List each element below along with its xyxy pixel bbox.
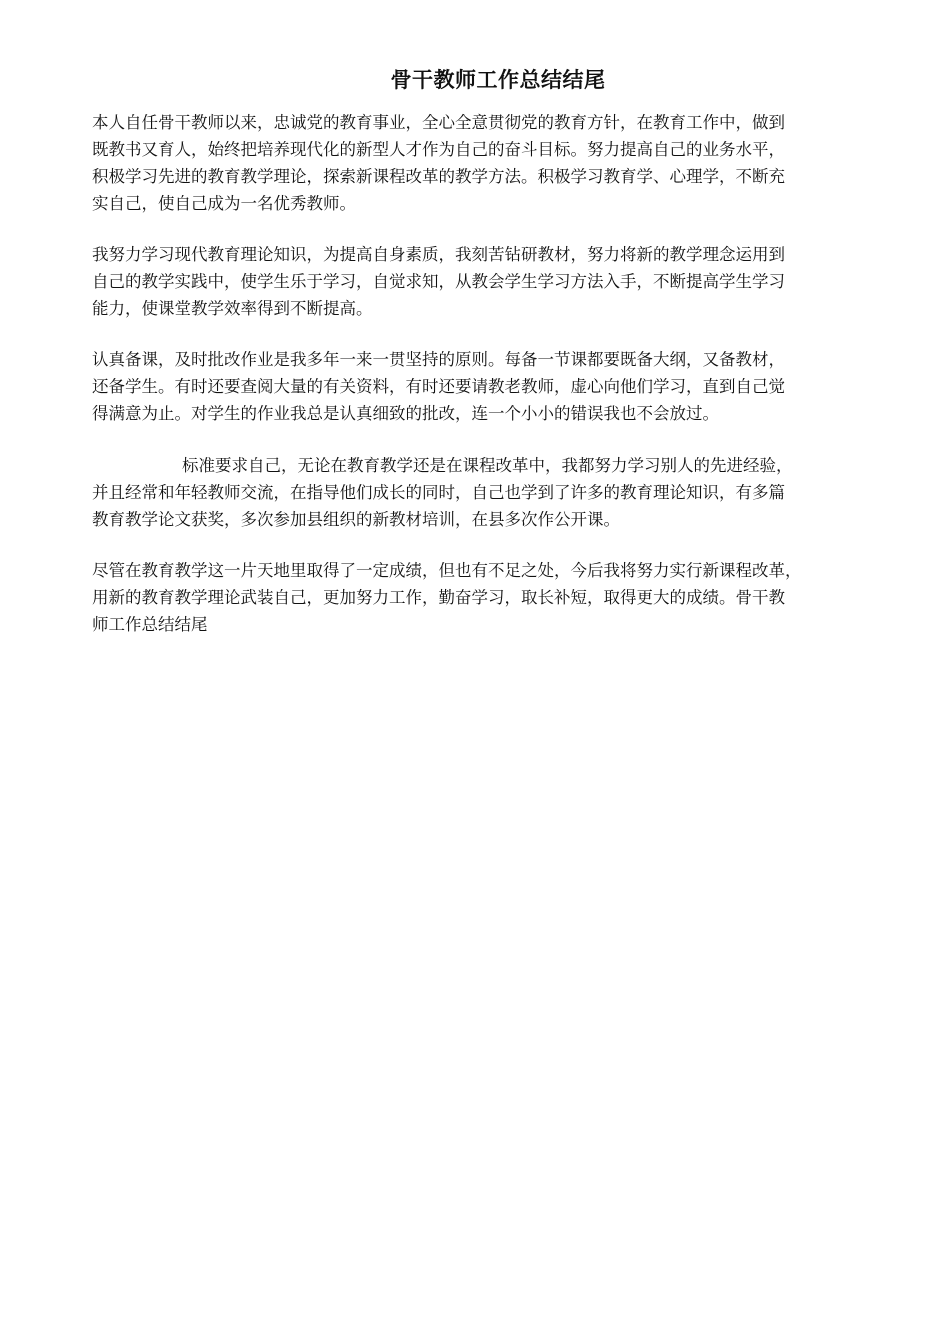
document-title: 骨干教师工作总结结尾 [390,67,606,92]
paragraph-3 [92,346,912,427]
text-line: 并且经常和年轻教师交流，在指导他们成长的同时，自己也学到了许多的教育理论知识，有多篇 [92,483,785,502]
text-line: 标准要求自己，无论在教育教学还是在课程改革中，我都努力学习别人的先进经验， [182,456,793,475]
paragraph-4 [92,452,912,533]
text-line: 还备学生。有时还要查阅大量的有关资料，有时还要请教老教师，虚心向他们学习，直到自己觉 [92,377,785,396]
text-line: 我努力学习现代教育理论知识，为提高自身素质，我刻苦钻研教材，努力将新的教学理念运用到 [92,245,785,264]
text-line: 既教书又育人，始终把培养现代化的新型人才作为自己的奋斗目标。努力提高自己的业务水平， [92,140,785,159]
text-line: 自己的教学实践中，使学生乐于学习，自觉求知，从教会学生学习方法入手，不断提高学生学习 [92,272,785,291]
text-line: 能力，使课堂教学效率得到不断提高。 [92,299,373,318]
text-line: 认真备课，及时批改作业是我多年一来一贯坚持的原则。每备一节课都要既备大纲，又备教材， [92,350,785,369]
paragraph-1 [92,109,912,217]
text-line: 教育教学论文获奖，多次参加县组织的新教材培训，在县多次作公开课。 [92,510,620,529]
text-line: 得满意为止。对学生的作业我总是认真细致的批改，连一个小小的错误我也不会放过。 [92,404,719,423]
text-line: 积极学习先进的教育教学理论，探索新课程改革的教学方法。积极学习教育学、心理学，不断充 [92,167,785,186]
text-line: 尽管在教育教学这一片天地里取得了一定成绩，但也有不足之处，今后我将努力实行新课程改革， [92,561,802,580]
text-line: 师工作总结结尾 [92,615,208,634]
paragraph-2 [92,241,912,322]
text-line: 用新的教育教学理论武装自己，更加努力工作，勤奋学习，取长补短，取得更大的成绩。骨干教 [92,588,785,607]
text-line: 实自己，使自己成为一名优秀教师。 [92,194,356,213]
paragraph-5 [92,557,912,638]
text-line: 本人自任骨干教师以来，忠诚党的教育事业，全心全意贯彻党的教育方针，在教育工作中，做到 [92,113,785,132]
